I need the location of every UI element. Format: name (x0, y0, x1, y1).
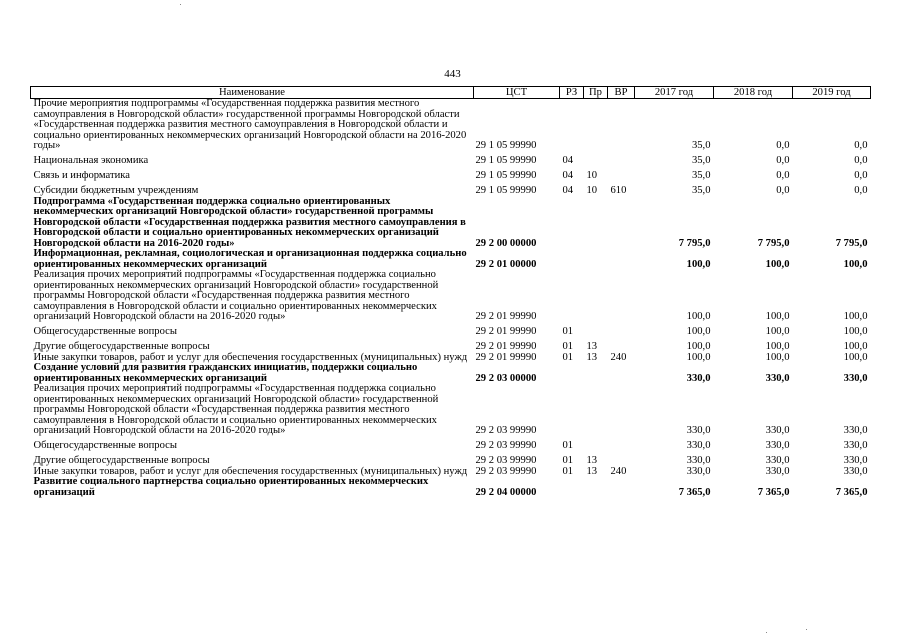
row-rz: 01 (562, 351, 574, 363)
row-pr: 13 (586, 341, 598, 352)
row-2019: 100,0 (843, 258, 868, 270)
row-name: Иные закупки товаров, работ и услуг для обеспечения государственных (муниципальных) нужд (33, 465, 468, 477)
row-name: Развитие социального партнерства социально ориентированных некоммерческих организаций (33, 476, 429, 498)
row-2018: 100,0 (765, 311, 790, 322)
row-vr: 240 (610, 351, 627, 363)
row-2019: 0,0 (854, 155, 868, 166)
table-row (31, 167, 871, 182)
row-2018: 330,0 (765, 372, 790, 384)
table-body (31, 99, 871, 499)
row-rz (560, 270, 584, 323)
row-pr (584, 363, 608, 384)
row-2019: 0,0 (854, 170, 868, 181)
table-row (31, 249, 871, 270)
row-cst: 29 2 00 00000 (475, 237, 537, 249)
row-vr: 240 (610, 465, 627, 477)
row-vr (608, 152, 635, 167)
row-2019: 100,0 (843, 351, 868, 363)
row-2018: 100,0 (765, 351, 790, 363)
row-vr (608, 363, 635, 384)
row-2018: 330,0 (765, 425, 790, 436)
row-vr (608, 249, 635, 270)
table-row (31, 437, 871, 452)
row-2017: 330,0 (686, 440, 711, 451)
row-cst: 29 2 03 00000 (475, 372, 537, 384)
row-2018: 100,0 (765, 258, 790, 270)
table-row (31, 99, 871, 152)
row-vr (608, 477, 635, 498)
row-vr (608, 437, 635, 452)
row-name: Связь и информатика (33, 170, 130, 181)
row-rz (560, 363, 584, 384)
row-2019: 100,0 (843, 311, 868, 322)
row-2019: 330,0 (843, 440, 868, 451)
row-rz: 04 (562, 170, 574, 181)
header-2018: 2018 год (714, 87, 793, 99)
row-vr: 610 (610, 185, 627, 196)
row-2018: 330,0 (765, 455, 790, 466)
row-2017: 100,0 (686, 341, 711, 352)
scan-speck (180, 4, 181, 5)
row-pr: 10 (586, 185, 598, 196)
row-vr (608, 99, 635, 152)
row-cst: 29 2 01 99990 (475, 351, 537, 363)
row-vr (608, 197, 635, 250)
row-2019: 0,0 (854, 140, 868, 151)
row-2017: 7 795,0 (678, 237, 711, 249)
row-2019: 0,0 (854, 185, 868, 196)
row-cst: 29 1 05 99990 (475, 140, 537, 151)
row-rz: 04 (562, 155, 574, 166)
row-cst: 29 2 03 99990 (475, 465, 537, 477)
row-2019: 330,0 (843, 425, 868, 436)
row-pr (584, 437, 608, 452)
row-2017: 330,0 (686, 455, 711, 466)
row-2017: 100,0 (686, 326, 711, 337)
header-2019: 2019 год (793, 87, 871, 99)
row-2019: 330,0 (843, 372, 868, 384)
row-2017: 100,0 (686, 311, 711, 322)
row-vr (608, 167, 635, 182)
row-2018: 100,0 (765, 326, 790, 337)
row-2017: 35,0 (691, 185, 711, 196)
row-vr (608, 323, 635, 338)
row-cst: 29 2 04 00000 (475, 486, 537, 498)
row-pr: 13 (586, 465, 598, 477)
table-row (31, 323, 871, 338)
row-2019: 7 795,0 (835, 237, 868, 249)
row-2017: 100,0 (686, 351, 711, 363)
row-2018: 0,0 (776, 155, 790, 166)
row-2019: 330,0 (843, 465, 868, 477)
row-2017: 330,0 (686, 372, 711, 384)
row-name: Реализация прочих мероприятий подпрограммы «Государственная поддержка социально ориентированных некоммерческих организаций Новгородской области» государственной программы Новгородской области «Государственная поддержка развития местного самоуправления в Новгородской области и социально ориентированных некоммерческих организаций Новгородской области на 2016-2020 годы» (33, 269, 439, 322)
row-rz: 04 (562, 185, 574, 196)
row-cst: 29 1 05 99990 (475, 185, 537, 196)
row-vr (608, 452, 635, 467)
row-cst: 29 2 01 99990 (475, 341, 537, 352)
table-row (31, 363, 871, 384)
row-pr (584, 323, 608, 338)
header-name: Наименование (31, 87, 474, 99)
table-row (31, 452, 871, 467)
row-pr: 13 (586, 351, 598, 363)
table-row (31, 270, 871, 323)
row-name: Подпрограмма «Государственная поддержка социально ориентированных некоммерческих организаций Новгородской области» государственной программы Новгородской области «Государственная поддержка развития местного самоуправления в Новгородской области и социально ориентированных некоммерческих организаций Новгородской области на 2016-2020 годы» (33, 195, 466, 249)
row-rz: 01 (562, 440, 574, 451)
row-2017: 7 365,0 (678, 486, 711, 498)
row-name: Иные закупки товаров, работ и услуг для обеспечения государственных (муниципальных) нужд (33, 351, 468, 363)
row-cst: 29 2 01 99990 (475, 326, 537, 337)
row-pr (584, 152, 608, 167)
scan-speck (766, 632, 767, 633)
row-2019: 7 365,0 (835, 486, 868, 498)
row-2018: 330,0 (765, 440, 790, 451)
row-cst: 29 2 01 00000 (475, 258, 537, 270)
row-rz (560, 249, 584, 270)
row-name: Прочие мероприятия подпрограммы «Государственная поддержка развития местного самоуправления в Новгородской области» государственной программы Новгородской области «Государственная поддержка развития местного самоуправления в Новгородской области и социально ориентированных некоммерческих организаций Новгородской области на 2016-2020 годы» (33, 98, 467, 151)
row-2018: 0,0 (776, 170, 790, 181)
row-rz: 01 (562, 455, 574, 466)
row-cst: 29 2 03 99990 (475, 455, 537, 466)
row-cst: 29 2 03 99990 (475, 440, 537, 451)
header-pr: Пр (584, 87, 608, 99)
row-name: Общегосударственные вопросы (33, 440, 177, 451)
row-vr (608, 338, 635, 353)
row-2017: 35,0 (691, 155, 711, 166)
row-rz: 01 (562, 465, 574, 477)
row-name: Субсидии бюджетным учреждениям (33, 185, 199, 196)
row-rz: 01 (562, 341, 574, 352)
row-2018: 330,0 (765, 465, 790, 477)
header-cst: ЦСТ (474, 87, 560, 99)
row-cst: 29 1 05 99990 (475, 170, 537, 181)
row-pr (584, 477, 608, 498)
table-row (31, 197, 871, 250)
row-2017: 330,0 (686, 425, 711, 436)
header-rz: РЗ (560, 87, 584, 99)
scan-speck (806, 629, 807, 630)
row-name: Национальная экономика (33, 155, 149, 166)
row-rz (560, 99, 584, 152)
row-2017: 35,0 (691, 170, 711, 181)
row-vr (608, 384, 635, 437)
table-row (31, 182, 871, 197)
row-pr: 10 (586, 170, 598, 181)
table-row (31, 477, 871, 498)
row-name: Создание условий для развития гражданских инициатив, поддержки социально ориентированных некоммерческих организаций (33, 362, 418, 384)
row-2018: 7 795,0 (757, 237, 790, 249)
row-2018: 0,0 (776, 185, 790, 196)
header-2017: 2017 год (635, 87, 714, 99)
row-2019: 100,0 (843, 326, 868, 337)
budget-table (30, 86, 871, 498)
row-2017: 35,0 (691, 140, 711, 151)
row-2018: 7 365,0 (757, 486, 790, 498)
row-name: Другие общегосударственные вопросы (33, 341, 210, 352)
table-header (31, 87, 871, 99)
row-name: Реализация прочих мероприятий подпрограммы «Государственная поддержка социально ориентированных некоммерческих организаций Новгородской области» государственной программы Новгородской области «Государственная поддержка развития местного самоуправления в Новгородской области и социально ориентированных некоммерческих организаций Новгородской области на 2016-2020 годы» (33, 383, 439, 436)
row-rz (560, 477, 584, 498)
row-rz (560, 197, 584, 250)
row-pr (584, 270, 608, 323)
row-pr: 13 (586, 455, 598, 466)
table-row (31, 384, 871, 437)
row-rz (560, 384, 584, 437)
row-2019: 330,0 (843, 455, 868, 466)
row-name: Другие общегосударственные вопросы (33, 455, 210, 466)
row-rz: 01 (562, 326, 574, 337)
page-number: 443 (444, 68, 461, 80)
row-pr (584, 99, 608, 152)
row-2017: 330,0 (686, 465, 711, 477)
row-pr (584, 384, 608, 437)
row-name: Общегосударственные вопросы (33, 326, 177, 337)
row-2019: 100,0 (843, 341, 868, 352)
row-2018: 0,0 (776, 140, 790, 151)
table-row (31, 152, 871, 167)
row-cst: 29 2 03 99990 (475, 425, 537, 436)
row-2018: 100,0 (765, 341, 790, 352)
table-row (31, 338, 871, 353)
row-pr (584, 249, 608, 270)
row-cst: 29 2 01 99990 (475, 311, 537, 322)
row-vr (608, 270, 635, 323)
row-name: Информационная, рекламная, социологическая и организационная поддержка социально ориентированных некоммерческих организаций (33, 248, 467, 270)
row-2017: 100,0 (686, 258, 711, 270)
header-vr: ВР (608, 87, 635, 99)
row-pr (584, 197, 608, 250)
row-cst: 29 1 05 99990 (475, 155, 537, 166)
